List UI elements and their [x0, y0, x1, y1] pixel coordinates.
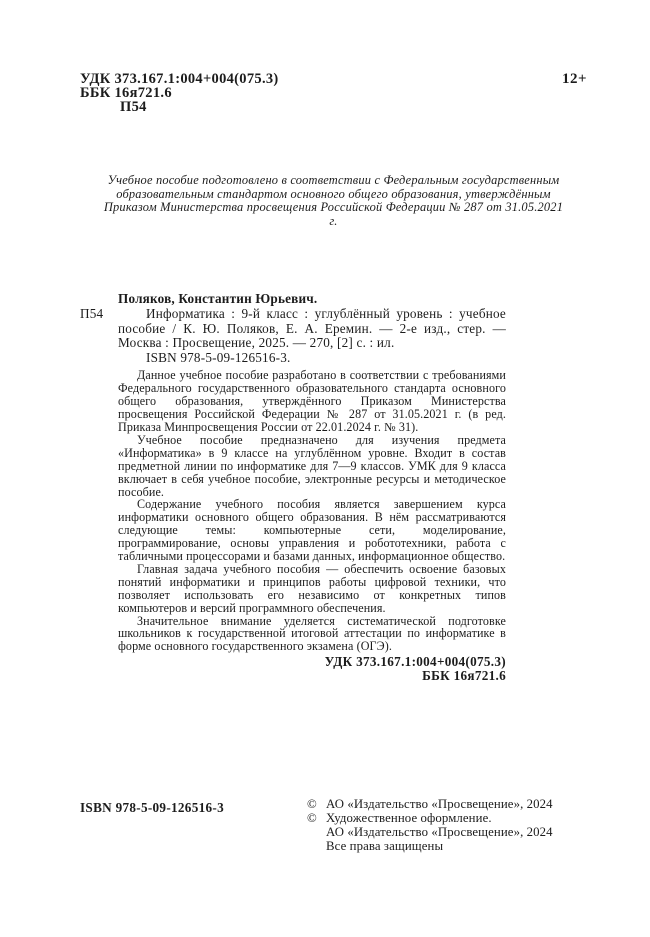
copyright-block	[307, 798, 553, 854]
annotation-paragraph-1: Данное учебное пособие разработано в соответствии с требованиями Федерального государственного образовательного стандарта основного общего образования, утверждённого Приказом Министерства просвещения Российской Федерации № 287 от 31.05.2021 г. (в ред. Приказа Минпросвещения России от 22.01.2024 г. № 31).	[118, 368, 506, 434]
bibliographic-description: Информатика : 9-й класс : углублённый уровень : учебное пособие / К. Ю. Поляков, Е. А. Еремин. — 2-е изд., стер. — Москва : Просвещение, 2025. — 270, [2] с. : ил.	[118, 305, 506, 351]
copyright-line	[307, 840, 553, 854]
annotation-paragraph-2: Учебное пособие предназначено для изучения предмета «Информатика» в 9 классе на углублённом уровне. Входит в состав предметной линии по информатике для 7—9 классов. УМК для 9 класса включает в себя учебное пособие, электронные ресурсы и методическое пособие.	[118, 432, 506, 499]
isbn-entry: ISBN 978-5-09-126516-3.	[146, 349, 291, 365]
bottom-classification-block	[118, 655, 506, 683]
fgos-standard-notice: Учебное пособие подготовлено в соответствии с Федеральным государственным образовательным стандартом основного общего образования, утверждённым Приказом Министерства просвещения Российской Федерации № 287 от 31.05.2021 г.	[103, 173, 564, 228]
udk-row	[80, 72, 587, 86]
annotation-paragraph-3: Содержание учебного пособия является завершением курса информатики основного общего образования. В нём рассматриваются следующие темы: компьютерные сети, моделирование, программирование, основы управления и робототехники, работа с табличными процессорами и базами данных, информационное общество.	[118, 497, 506, 564]
bbk-code: ББК 16я721.6	[80, 85, 172, 101]
copyright-text: АО «Издательство «Просвещение», 2024	[326, 797, 553, 811]
copyright-text: АО «Издательство «Просвещение», 2024	[326, 824, 553, 839]
bbk-code-bottom: ББК 16я721.6	[422, 668, 506, 684]
annotation-paragraph-5: Значительное внимание уделяется систематической подготовке школьников к государственной итоговой аттестации по информатике в форме основного государственного экзамена (ОГЭ).	[118, 613, 506, 654]
annotation-paragraph-4: Главная задача учебного пособия — обеспечить освоение базовых понятий информатики и принципов работы цифровой техники, что позволяет использовать его независимо от конкретных типов компьютеров и версий программного обеспечения.	[118, 561, 506, 615]
author-sign-code: П54	[120, 99, 147, 115]
copyright-symbol	[307, 826, 326, 840]
copyright-text: Художественное оформление.	[326, 810, 492, 825]
author-heading: Поляков, Константин Юрьевич.	[118, 291, 318, 307]
annotation-block	[118, 369, 506, 653]
bibliographic-card	[80, 291, 506, 365]
page-content	[80, 72, 587, 684]
copyright-text: Все права защищены	[326, 838, 444, 853]
copyright-symbol	[307, 840, 326, 854]
isbn-footer: ISBN 978-5-09-126516-3	[80, 800, 224, 815]
udk-code-bottom: УДК 373.167.1:004+004(075.3)	[324, 654, 506, 670]
top-classification-block	[80, 72, 587, 114]
copyright-line	[307, 812, 553, 826]
margin-author-sign: П54	[80, 305, 104, 321]
age-rating-badge: 12+	[561, 71, 587, 87]
copyright-line	[307, 798, 553, 812]
copyright-line	[307, 826, 553, 840]
catalog-entry	[80, 305, 506, 365]
udk-code: УДК 373.167.1:004+004(075.3)	[80, 71, 279, 87]
copyright-symbol: ©	[307, 810, 317, 825]
copyright-symbol: ©	[307, 797, 317, 811]
